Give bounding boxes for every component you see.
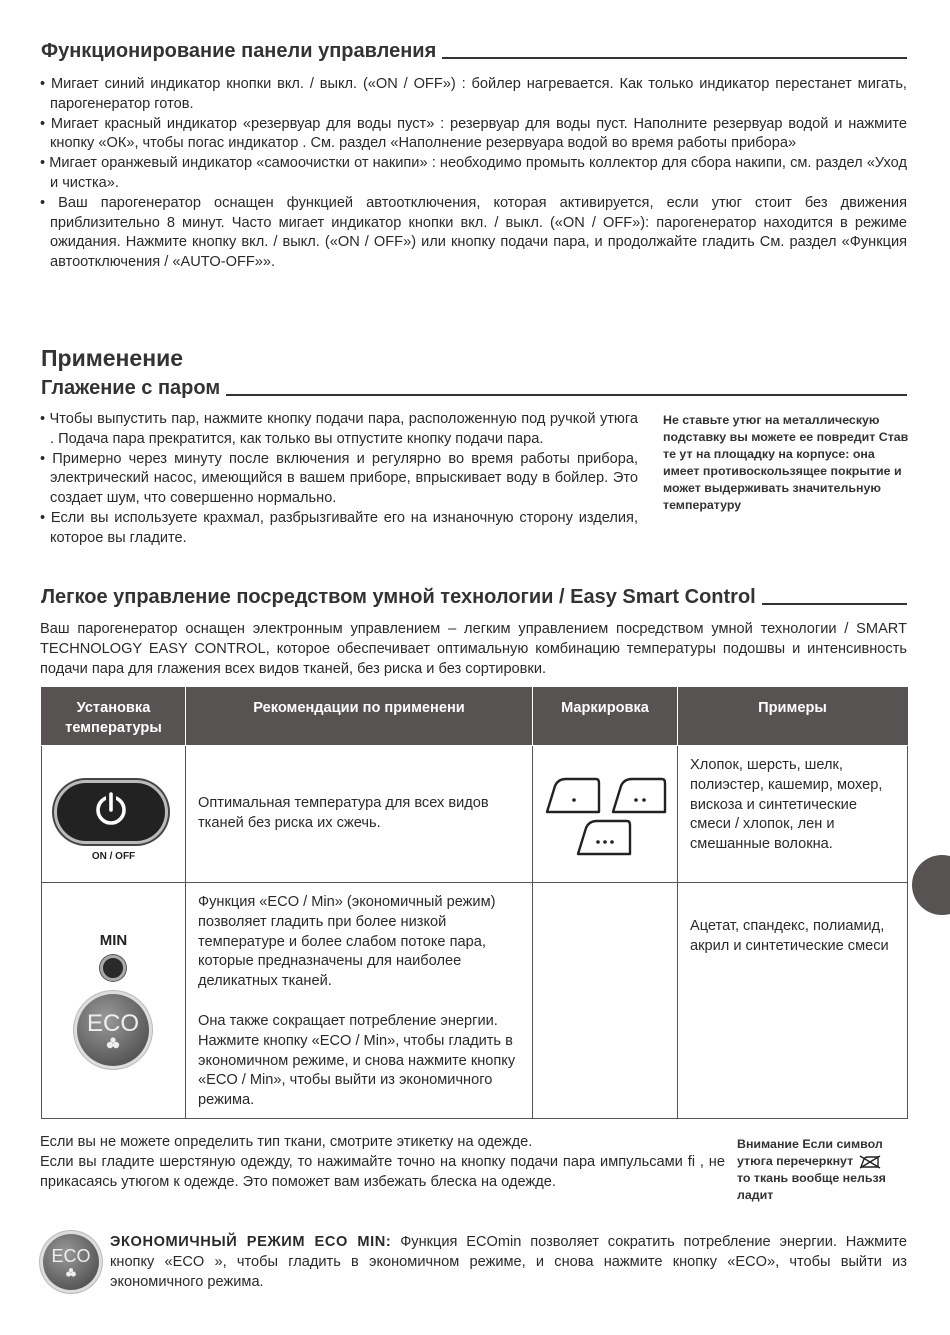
crossed-iron-icon [859,1155,881,1169]
on-off-label: ON / OFF [91,851,136,862]
crossed-iron-note [737,1136,917,1204]
note-line: утюга перечеркнут [737,1154,854,1168]
recommendation-cell [186,883,533,1119]
eco-mode-title: ЭКОНОМИЧНЫЙ РЕЖИМ ECO MIN: [110,1234,392,1250]
iron-symbols-icon [533,746,678,883]
section-header-control-panel [41,40,907,63]
note-line: Внимание Если символ [737,1137,883,1151]
list-item: • Ваш парогенератор оснащен функцией автоотключения, которая активируется, если утюг стоит без движения приблизительно 8 минут. Часто мигает индикатор кнопки вкл. / выкл. («ON / OFF»): парогенератор находится в режиме ожидания. Нажмите кнопку вкл. / выкл. («ON / OFF») или кнопку подачи пара, и продолжайте гладить См. раздел «Функция автоотключения / «AUTO-OFF»». [40,194,907,273]
eco-mode-icon [43,1234,99,1290]
eco-mode-text: Функция ECOmin позволяет сократить потребление энергии. Нажмите кнопку «ECO », чтобы гладить в экономичном режиме, и снова нажмите кнопку «ECO», чтобы выйти из экономичного режима. [110,1234,907,1290]
column-header: Маркировка [533,688,678,746]
eco-description: Функция «ECO / Min» (экономичный режим) позволяет гладить при более низкой температуре и более слабом потоке пара, которые предназначены для наиболее деликатных тканей. [198,894,496,990]
fabric-advice: Если вы не можете определить тип ткани, смотрите этикетку на одежде. Если вы гладите шерстяную одежду, то нажимайте точно на кнопку подачи пара импульсами ﬁ , не прикасаясь утюгом к одежде. Это поможет вам избежать блеска на одежде. [40,1134,725,1190]
note-line: то ткань вообще нельзя [737,1171,886,1185]
smart-control-intro: Ваш парогенератор оснащен электронным управлением – легким управлением посредством умной технологии / SMART TECHNOLOGY EASY CONTROL, которое обеспечивает оптимальную комбинацию температуры подошвы и интенсивность подачи пара для глажения всех видов тканей, без риска и без сортировки. [40,621,907,677]
min-indicator-icon [100,955,126,981]
steam-drops-icon [103,1036,123,1050]
on-off-button-graphic [54,780,168,844]
marking-cell [533,746,678,883]
steam-drops-icon [63,1267,79,1278]
examples-cell: Ацетат, спандекс, полиамид, акрил и синтетические смеси [678,883,908,1119]
eco-mode-paragraph [110,1233,907,1292]
eco-description-2: Она также сокращает потребление энергии. Нажмите кнопку «ECO / Min», чтобы гладить в экономичном режиме, и снова нажмите кнопку «ECO / Min», чтобы выйти из экономичного режима. [198,1012,516,1109]
temperature-table [41,687,908,1119]
setting-cell [42,883,186,1119]
min-label: MIN [99,932,128,949]
list-item: • Мигает синий индикатор кнопки вкл. / выкл. («ON / OFF») : бойлер нагревается. Как только индикатор перестанет мигать, парогенератор готов. [40,75,907,115]
table-row [42,746,908,883]
eco-button-graphic [77,994,149,1066]
recommendation-cell: Оптимальная температура для всех видов тканей без риска их сжечь. [186,746,533,883]
eco-label: ECO [51,1246,91,1266]
section-header-steam-ironing [41,377,907,400]
marking-cell [533,883,678,1119]
note-line: ладит [737,1188,774,1202]
title-rule [226,394,907,396]
page-tab-marker [912,855,950,915]
note-line-with-icon [737,1153,917,1170]
examples-cell: Хлопок, шерсть, шелк, полиэстер, кашемир, мохер, вискоза и синтетические смеси / хлопок, лен и смешанные волокна. [678,746,908,883]
title-rule [762,603,907,605]
column-header: Рекомендации по применени [186,688,533,746]
section-title: Функционирование панели управления [41,40,437,62]
table-header-row [42,688,908,746]
section-header-smart-control [41,586,907,609]
list-item: • Если вы используете крахмал, разбрызгивайте его на изнаночную сторону изделия, которое вы гладите. [40,509,638,549]
warning-note: Не ставьте утюг на металлическую подставку вы можете ее повредит Став те ут на площадку на корпусе: она имеет противоскользящее покрытие и может выдерживать значительную температуру [663,413,909,512]
list-item: • Мигает красный индикатор «резервуар для воды пуст» : резервуар для воды пуст. Наполните резервуар водой и нажмите кнопку «ОК», чтобы погас индикатор . См. раздел «Наполнение резервуара водой во время работы прибора» [40,115,907,155]
column-header: Примеры [678,688,908,746]
control-panel-list [40,75,907,273]
list-item: • Чтобы выпустить пар, нажмите кнопку подачи пара, расположенную под ручкой утюга . Подача пара прекратится, как только вы отпустите кнопку подачи пара. [40,410,638,450]
section-subtitle: Глажение с паром [41,377,221,399]
column-header: Установка температуры [42,688,186,746]
page-heading-usage: Применение [41,345,184,371]
list-item: • Примерно через минуту после включения и регулярно во время работы прибора, электрический насос, имеющийся в вашем приборе, впрыскивает воду в бойлер. Это создает шум, что совершенно нормально. [40,450,638,509]
title-rule [442,57,907,59]
eco-label: ECO [86,1010,139,1037]
section-title: Легкое управление посредством умной технологии / Easy Smart Control [41,586,756,608]
power-icon [57,783,165,841]
steam-ironing-list [40,410,638,549]
table-row [42,883,908,1119]
setting-cell [42,746,186,883]
list-item: • Мигает оранжевый индикатор «самоочистки от накипи» : необходимо промыть коллектор для сбора накипи, см. раздел «Уход и чистка». [40,154,907,194]
